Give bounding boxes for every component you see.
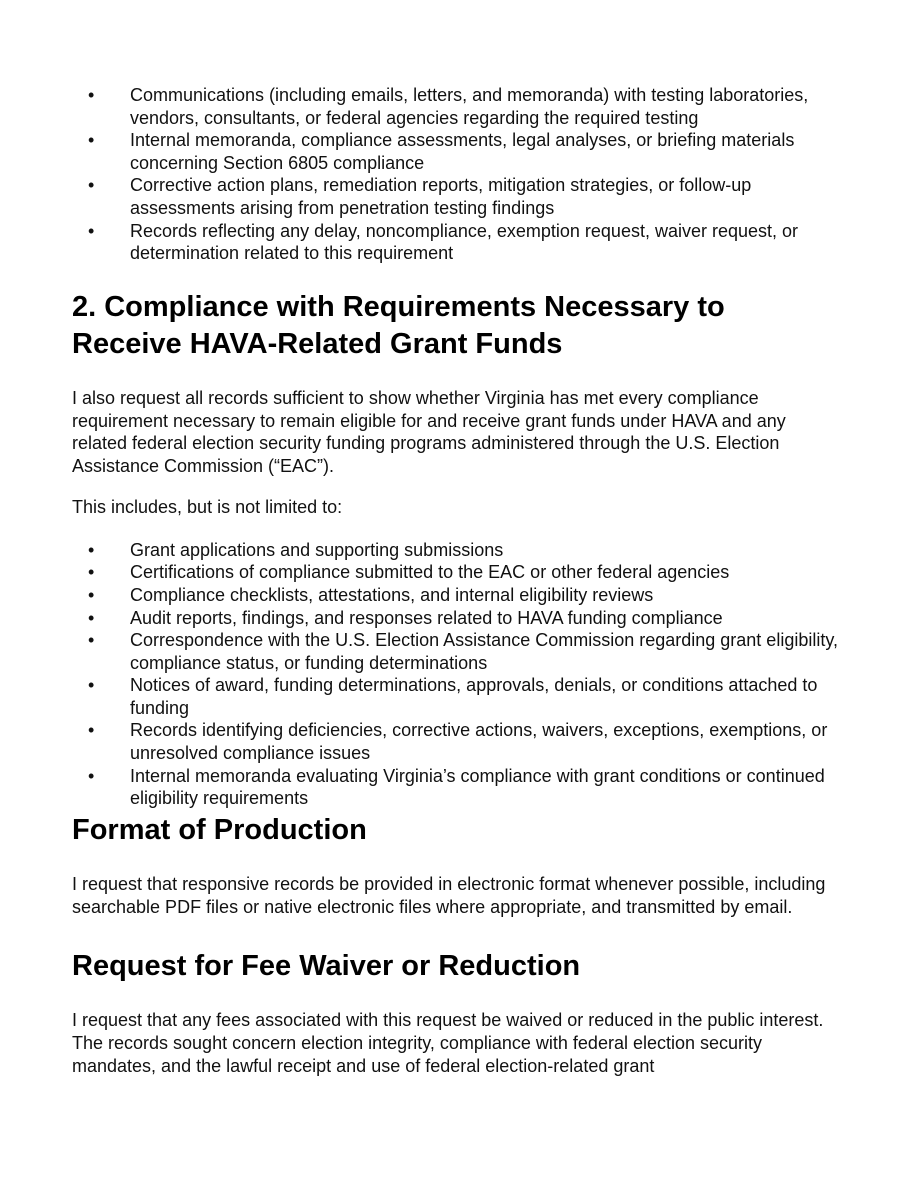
bullet-icon: • bbox=[88, 630, 95, 651]
list-item bbox=[72, 174, 842, 219]
list-item-text: Compliance checklists, attestations, and internal eligibility reviews bbox=[130, 584, 654, 605]
list-item bbox=[72, 539, 842, 562]
bullet-icon: • bbox=[88, 562, 95, 583]
format-paragraph: I request that responsive records be provided in electronic format whenever possible, including searchable PDF files or native electronic files where appropriate, and transmitted by email. bbox=[72, 873, 826, 917]
bullet-icon: • bbox=[88, 130, 95, 151]
section-heading-format: Format of Production bbox=[72, 813, 367, 846]
bullet-icon: • bbox=[88, 720, 95, 741]
document-page bbox=[72, 80, 842, 1078]
bullet-icon: • bbox=[88, 175, 95, 196]
list-item bbox=[72, 765, 842, 810]
list-item bbox=[72, 561, 842, 584]
bullet-icon: • bbox=[88, 85, 95, 105]
list-item-text: Notices of award, funding determinations, approvals, denials, or conditions attached to funding bbox=[130, 675, 818, 718]
list-item-text: Grant applications and supporting submissions bbox=[130, 539, 504, 560]
list-item bbox=[72, 719, 842, 764]
list-item bbox=[72, 84, 842, 129]
testing-records-list bbox=[72, 84, 842, 265]
list-item bbox=[72, 674, 842, 719]
list-item-text: Corrective action plans, remediation reports, mitigation strategies, or follow-up assessments arising from penetration testing findings bbox=[130, 175, 752, 218]
hava-request-paragraph: I also request all records sufficient to show whether Virginia has met every compliance requirement necessary to remain eligible for and receive grant funds under HAVA and any related federal election security funding programs administered through the U.S. Election Assistance Commission (“EAC”). bbox=[72, 387, 786, 477]
bullet-icon: • bbox=[88, 765, 95, 786]
list-item-text: Records reflecting any delay, noncompliance, exemption request, waiver request, or determination related to this requirement bbox=[130, 220, 799, 264]
list-item-text: Communications (including emails, letters, and memoranda) with testing laboratories, vendors, consultants, or federal agencies regarding the required testing bbox=[130, 85, 809, 128]
list-item-text: Internal memoranda, compliance assessments, legal analyses, or briefing materials concerning Section 6805 compliance bbox=[130, 130, 795, 173]
list-item bbox=[72, 129, 842, 174]
bullet-icon: • bbox=[88, 675, 95, 696]
section-heading-fee-waiver: Request for Fee Waiver or Reduction bbox=[72, 950, 581, 983]
list-item-text: Records identifying deficiencies, corrective actions, waivers, exceptions, exemptions, or unresolved compliance issues bbox=[130, 720, 828, 764]
list-item-text: Audit reports, findings, and responses related to HAVA funding compliance bbox=[130, 607, 723, 628]
list-item-text: Internal memoranda evaluating Virginia’s compliance with grant conditions or continued eligibility requirements bbox=[130, 765, 825, 809]
includes-intro-paragraph: This includes, but is not limited to: bbox=[72, 496, 343, 517]
list-item bbox=[72, 220, 842, 265]
section-heading-hava-compliance: 2. Compliance with Requirements Necessary to Receive HAVA-Related Grant Funds bbox=[72, 290, 725, 360]
bullet-icon: • bbox=[88, 584, 95, 605]
fee-waiver-paragraph: I request that any fees associated with this request be waived or reduced in the public interest. The records sought concern election integrity, compliance with federal election security mandates, and the lawful receipt and use of federal election-related grant bbox=[72, 1010, 824, 1077]
list-item-text: Certifications of compliance submitted to the EAC or other federal agencies bbox=[130, 562, 730, 583]
grant-records-list bbox=[72, 539, 842, 810]
bullet-icon: • bbox=[88, 220, 95, 241]
list-item-text: Correspondence with the U.S. Election Assistance Commission regarding grant eligibility, compliance status, or funding determinations bbox=[130, 630, 839, 673]
list-item bbox=[72, 607, 842, 630]
bullet-icon: • bbox=[88, 607, 95, 628]
bullet-icon: • bbox=[88, 539, 95, 560]
list-item bbox=[72, 629, 842, 674]
list-item bbox=[72, 584, 842, 607]
